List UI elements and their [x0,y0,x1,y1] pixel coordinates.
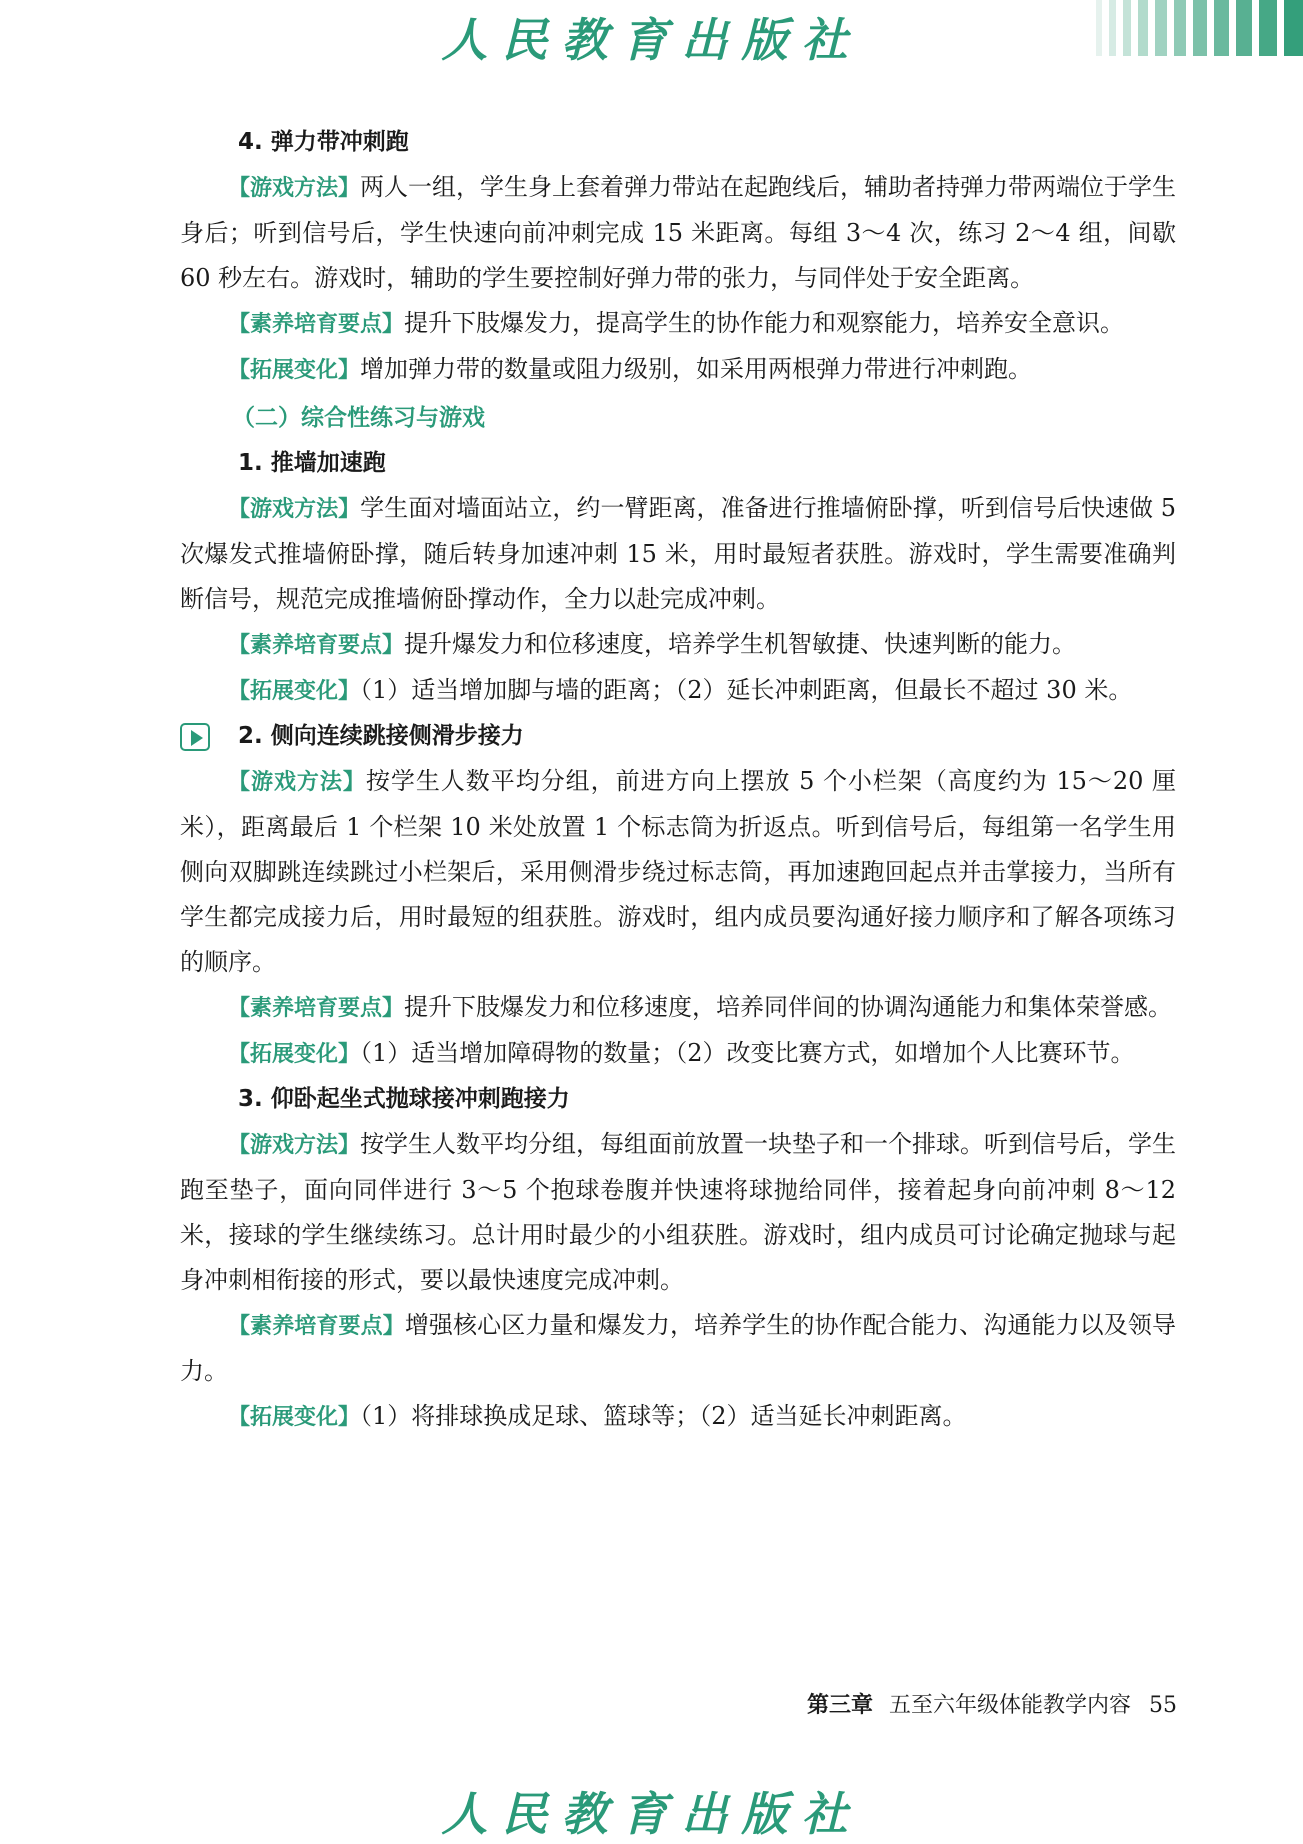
page-content [180,120,1176,1440]
paragraph [180,301,1176,347]
paragraph-tag: 【拓展变化】 [228,358,361,383]
paragraph-tag: 【素养培育要点】 [228,996,405,1021]
paragraph [180,759,1176,985]
subsection-heading [180,441,1176,486]
paragraph-text: 提升下肢爆发力和位移速度，培养同伴间的协调沟通能力和集体荣誉感。 [404,993,1173,1021]
subsection-heading [180,120,1176,165]
publisher-logo-bottom: 人民教育出版社 [441,1787,862,1841]
paragraph-text: （1）适当增加障碍物的数量；（2）改变比赛方式，如增加个人比赛环节。 [360,1039,1135,1067]
paragraph-text: 增强核心区力量和爆发力，培养学生的协作配合能力、沟通能力以及领导力。 [180,1311,1176,1385]
paragraph-tag: 【素养培育要点】 [228,312,405,337]
paragraph [180,1394,1176,1440]
paragraph-text: 增加弹力带的数量或阻力级别，如采用两根弹力带进行冲刺跑。 [360,355,1033,383]
paragraph [180,1031,1176,1077]
page-number: 55 [1149,1693,1177,1718]
paragraph [180,486,1176,622]
subsection-heading [180,714,1176,759]
page-footer [807,1688,1177,1719]
paragraph-text: 两人一组，学生身上套着弹力带站在起跑线后，辅助者持弹力带两端位于学生身后；听到信号后，学生快速向前冲刺完成 15 米距离。每组 3～4 次，练习 2～4 组，间歇 60 秒左右。游戏时，辅助的学生要控制好弹力带的张力，与同伴处于安全距离。 [180,173,1177,292]
paragraph [180,622,1176,668]
footer-chapter: 第三章 [806,1693,873,1718]
paragraph [180,668,1176,714]
paragraph-tag: 【拓展变化】 [228,1405,361,1430]
paragraph-text: 按学生人数平均分组，每组面前放置一块垫子和一个排球。听到信号后，学生跑至垫子，面向同伴进行 3～5 个抱球卷腹并快速将球抛给同伴，接着起身向前冲刺 8～12 米，接球的学生继续练习。总计用时最少的小组获胜。游戏时，组内成员可讨论确定抛球与起身冲刺相衔接的形式，要以最快速度完成冲刺。 [180,1130,1177,1294]
heading-text: 4. 弹力带冲刺跑 [238,129,409,155]
paragraph-tag: 【游戏方法】 [228,770,366,795]
paragraph [180,1303,1176,1394]
paragraph-tag: 【游戏方法】 [228,176,361,201]
heading-text: 1. 推墙加速跑 [238,450,386,476]
paragraph-tag: 【拓展变化】 [228,1042,361,1067]
subsection-heading [180,1077,1176,1122]
paragraph-text: 学生面对墙面站立，约一臂距离，准备进行推墙俯卧撑，听到信号后快速做 5 次爆发式推墙俯卧撑，随后转身加速冲刺 15 米，用时最短者获胜。游戏时，学生需要准确判断信号，规范完成推墙俯卧撑动作，全力以赴完成冲刺。 [180,494,1176,613]
paragraph-tag: 【素养培育要点】 [228,1314,405,1339]
paragraph-text: 提升爆发力和位移速度，培养学生机智敏捷、快速判断的能力。 [404,630,1077,658]
paragraph-text: （1）将排球换成足球、篮球等；（2）适当延长冲刺距离。 [360,1402,967,1430]
paragraph-tag: 【素养培育要点】 [228,633,405,658]
paragraph [180,985,1176,1031]
paragraph-tag: 【游戏方法】 [228,497,361,522]
paragraph [180,165,1176,301]
heading-text: 3. 仰卧起坐式抛球接冲刺跑接力 [238,1086,570,1112]
paragraph-text: 按学生人数平均分组，前进方向上摆放 5 个小栏架（高度约为 15～20 厘米），距离最后 1 个栏架 10 米处放置 1 个标志筒为折返点。听到信号后，每组第一名学生用侧向双脚跳连续跳过小栏架后，采用侧滑步绕过标志筒，再加速跑回起点并击掌接力，当所有学生都完成接力后，用时最短的组获胜。游戏时，组内成员要沟通好接力顺序和了解各项练习的顺序。 [180,767,1176,976]
paragraph-text: （1）适当增加脚与墙的距离；（2）延长冲刺距离，但最长不超过 30 米。 [360,676,1133,704]
section-heading: （二）综合性练习与游戏 [232,405,485,431]
paragraph-text: 提升下肢爆发力，提高学生的协作能力和观察能力，培养安全意识。 [404,309,1125,337]
heading-text: 2. 侧向连续跳接侧滑步接力 [238,723,524,749]
paragraph [180,347,1176,393]
publisher-logo-top: 人民教育出版社 [441,13,862,67]
paragraph-tag: 【拓展变化】 [228,679,361,704]
paragraph-tag: 【游戏方法】 [228,1133,361,1158]
play-video-icon[interactable] [180,723,210,751]
paragraph [180,1122,1176,1303]
footer-title: 五至六年级体能教学内容 [888,1693,1131,1718]
